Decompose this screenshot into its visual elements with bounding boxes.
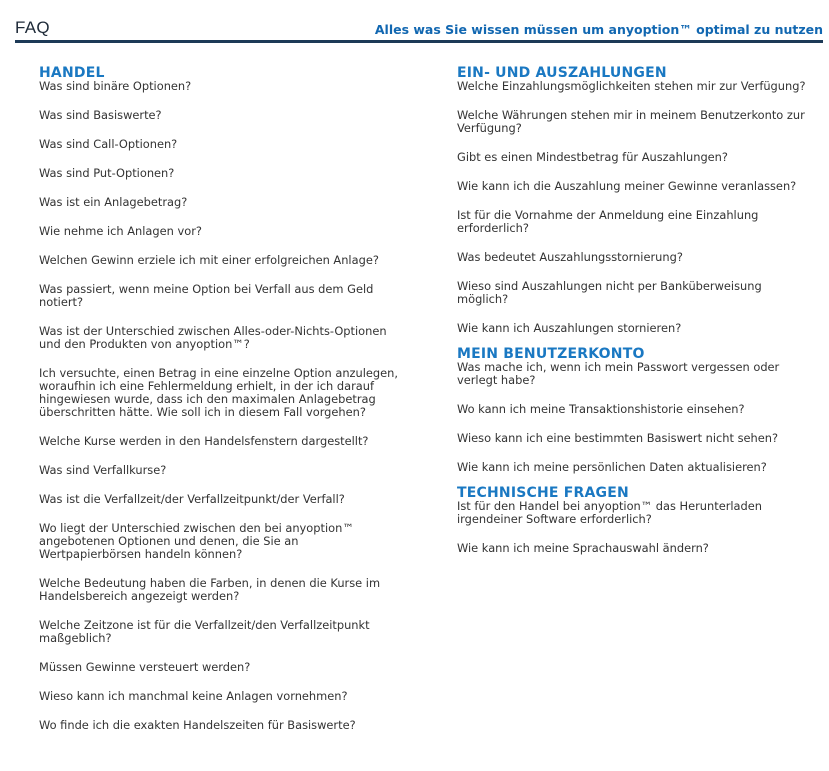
section-title: MEIN BENUTZERKONTO bbox=[457, 346, 645, 362]
faq-question[interactable]: Wie kann ich Auszahlungen stornieren? bbox=[457, 321, 682, 335]
page-tagline: Alles was Sie wissen müssen um anyoption™ optimal zu nutzen bbox=[374, 22, 823, 37]
faq-question[interactable]: Was sind Verfallkurse? bbox=[39, 463, 167, 477]
faq-question[interactable]: Wo liegt der Unterschied zwischen den bei anyoption™ angebotenen Optionen und denen, die Sie an Wertpapierbörsen handeln können? bbox=[39, 521, 354, 561]
section-title: EIN- UND AUSZAHLUNGEN bbox=[457, 65, 667, 81]
faq-question[interactable]: Wieso kann ich manchmal keine Anlagen vornehmen? bbox=[39, 689, 348, 703]
faq-question[interactable]: Welche Einzahlungsmöglichkeiten stehen mir zur Verfügung? bbox=[457, 79, 806, 93]
faq-question[interactable]: Wie nehme ich Anlagen vor? bbox=[39, 224, 202, 238]
page-title: FAQ bbox=[15, 18, 50, 37]
faq-question[interactable]: Was sind Put-Optionen? bbox=[39, 166, 175, 180]
faq-question[interactable]: Welche Währungen stehen mir in meinem Benutzerkonto zur Verfügung? bbox=[457, 108, 805, 135]
faq-question[interactable]: Welche Kurse werden in den Handelsfenstern dargestellt? bbox=[39, 434, 369, 448]
faq-question[interactable]: Was ist die Verfallzeit/der Verfallzeitpunkt/der Verfall? bbox=[39, 492, 345, 506]
faq-column-right bbox=[457, 66, 807, 567]
faq-question[interactable]: Was ist der Unterschied zwischen Alles-oder-Nichts-Optionen und den Produkten von anyoption™? bbox=[39, 324, 387, 351]
faq-question[interactable]: Was sind binäre Optionen? bbox=[39, 79, 192, 93]
faq-question[interactable]: Was passiert, wenn meine Option bei Verfall aus dem Geld notiert? bbox=[39, 282, 374, 309]
faq-column-left bbox=[39, 66, 399, 744]
faq-question[interactable]: Ist für den Handel bei anyoption™ das Herunterladen irgendeiner Software erforderlich? bbox=[457, 499, 762, 526]
faq-question[interactable]: Ist für die Vornahme der Anmeldung eine Einzahlung erforderlich? bbox=[457, 208, 759, 235]
faq-question[interactable]: Was mache ich, wenn ich mein Passwort vergessen oder verlegt habe? bbox=[457, 360, 780, 387]
faq-question[interactable]: Wieso sind Auszahlungen nicht per Banküberweisung möglich? bbox=[457, 279, 762, 306]
faq-question[interactable]: Welche Bedeutung haben die Farben, in denen die Kurse im Handelsbereich angezeigt werden? bbox=[39, 576, 381, 603]
faq-question[interactable]: Welche Zeitzone ist für die Verfallzeit/den Verfallzeitpunkt maßgeblich? bbox=[39, 618, 370, 645]
section-title: TECHNISCHE FRAGEN bbox=[457, 485, 629, 501]
faq-question[interactable]: Welchen Gewinn erziele ich mit einer erfolgreichen Anlage? bbox=[39, 253, 379, 267]
faq-question[interactable]: Wo finde ich die exakten Handelszeiten für Basiswerte? bbox=[39, 718, 356, 732]
faq-question[interactable]: Wieso kann ich eine bestimmten Basiswert nicht sehen? bbox=[457, 431, 779, 445]
faq-question[interactable]: Wo kann ich meine Transaktionshistorie einsehen? bbox=[457, 402, 745, 416]
faq-question[interactable]: Was sind Call-Optionen? bbox=[39, 137, 178, 151]
faq-section-technische-fragen bbox=[457, 486, 807, 555]
page-header bbox=[15, 0, 823, 43]
faq-section-ein-auszahlungen bbox=[457, 66, 807, 335]
faq-question[interactable]: Wie kann ich meine persönlichen Daten aktualisieren? bbox=[457, 460, 767, 474]
faq-question[interactable]: Gibt es einen Mindestbetrag für Auszahlungen? bbox=[457, 150, 728, 164]
faq-question[interactable]: Was sind Basiswerte? bbox=[39, 108, 162, 122]
faq-question[interactable]: Was bedeutet Auszahlungsstornierung? bbox=[457, 250, 683, 264]
faq-question[interactable]: Ich versuchte, einen Betrag in eine einzelne Option anzulegen, woraufhin ich eine Fehlermeldung erhielt, in der ich darauf hingewiesen wurde, dass ich den maximalen Anlagebetrag überschritten hätte. Wie soll ich in diesem Fall vorgehen? bbox=[39, 366, 398, 419]
section-title: HANDEL bbox=[39, 65, 105, 81]
faq-question[interactable]: Wie kann ich die Auszahlung meiner Gewinne veranlassen? bbox=[457, 179, 797, 193]
faq-question[interactable]: Wie kann ich meine Sprachauswahl ändern? bbox=[457, 541, 709, 555]
faq-section-mein-benutzerkonto bbox=[457, 347, 807, 474]
faq-section-handel bbox=[39, 66, 399, 732]
faq-question[interactable]: Was ist ein Anlagebetrag? bbox=[39, 195, 188, 209]
faq-question[interactable]: Müssen Gewinne versteuert werden? bbox=[39, 660, 251, 674]
